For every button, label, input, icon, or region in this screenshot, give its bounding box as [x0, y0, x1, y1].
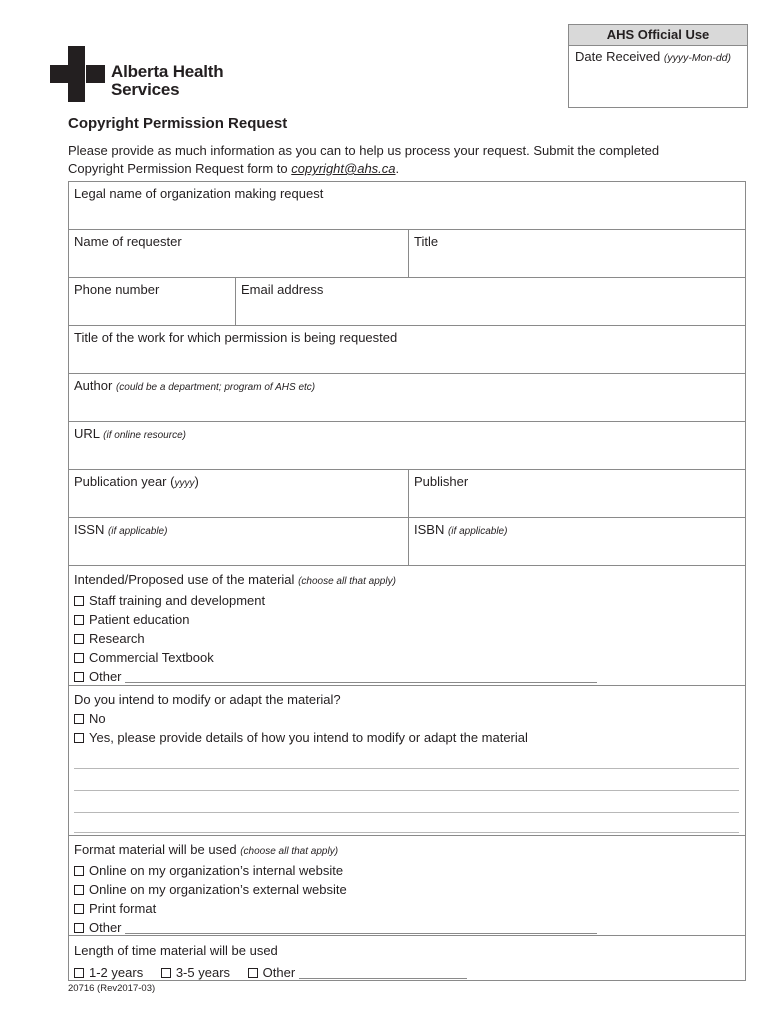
length-section: Length of time material will be used 1-2 years 3-5 years Other [69, 936, 745, 980]
issn-field[interactable]: ISSN (if applicable) [74, 522, 168, 537]
checkbox[interactable] [74, 885, 84, 895]
modify-option-yes[interactable]: Yes, please provide details of how you intend to modify or adapt the material [74, 728, 740, 747]
format-option[interactable]: Print format [74, 899, 740, 918]
checkbox[interactable] [74, 714, 84, 724]
ahs-logo [50, 46, 230, 102]
checkbox[interactable] [74, 672, 84, 682]
official-use-box [568, 24, 748, 108]
checkbox[interactable] [74, 904, 84, 914]
page-title: Copyright Permission Request [68, 115, 288, 132]
details-line[interactable] [74, 747, 739, 769]
checkbox[interactable] [74, 733, 84, 743]
checkbox[interactable] [74, 653, 84, 663]
other-input-line[interactable] [125, 933, 597, 934]
checkbox[interactable] [74, 615, 84, 625]
email-link[interactable]: copyright@ahs.ca [291, 161, 396, 176]
checkbox[interactable] [74, 596, 84, 606]
url-field[interactable]: URL (if online resource) [74, 426, 186, 441]
ahs-cross-logo-icon [50, 46, 105, 102]
length-option-3-5[interactable]: 3-5 years [161, 965, 230, 980]
checkbox[interactable] [248, 968, 258, 978]
modify-section: Do you intend to modify or adapt the material? No Yes, please provide details of how you intend to modify or adapt the material [69, 686, 745, 835]
checkbox[interactable] [74, 634, 84, 644]
checkbox[interactable] [161, 968, 171, 978]
official-use-heading: AHS Official Use [569, 25, 747, 46]
org-name-field[interactable]: Legal name of organization making request [74, 186, 324, 201]
format-option[interactable]: Online on my organization’s external website [74, 880, 740, 899]
format-section: Format material will be used (choose all that apply) Online on my organization’s internal website Online on my organization’s external website Print format Other [69, 836, 745, 935]
email-field[interactable]: Email address [235, 278, 745, 325]
intended-use-option[interactable]: Patient education [74, 610, 740, 629]
intended-use-option[interactable]: Commercial Textbook [74, 648, 740, 667]
intro-text: Please provide as much information as you can to help us process your request. Submit the completed Copyright Permission Request form to copyright@ahs.ca. [68, 143, 660, 176]
requester-field[interactable]: Name of requester [74, 234, 182, 249]
intended-use-option[interactable]: Other [74, 667, 740, 686]
date-received-label: Date Received (yyyy-Mon-dd) [575, 49, 731, 64]
checkbox[interactable] [74, 923, 84, 933]
form-number: 20716 (Rev2017-03) [68, 983, 156, 994]
other-input-line[interactable] [125, 682, 597, 683]
modify-option-no[interactable]: No [74, 709, 740, 728]
logo-wordmark: Alberta Health Services [111, 62, 224, 99]
pub-year-field[interactable]: Publication year (yyyy) [74, 474, 199, 489]
author-field[interactable]: Author (could be a department; program of AHS etc) [74, 378, 316, 393]
details-line[interactable] [74, 791, 739, 813]
work-title-field[interactable]: Title of the work for which permission is being requested [74, 330, 398, 345]
details-line[interactable] [74, 813, 739, 833]
format-option[interactable]: Other [74, 918, 740, 937]
details-line[interactable] [74, 769, 739, 791]
format-option[interactable]: Online on my organization’s internal website [74, 861, 740, 880]
length-option-other[interactable]: Other [248, 965, 467, 980]
checkbox[interactable] [74, 968, 84, 978]
phone-field[interactable]: Phone number [74, 282, 160, 297]
checkbox[interactable] [74, 866, 84, 876]
intended-use-section: Intended/Proposed use of the material (choose all that apply) Staff training and development Patient education Research Commercial Textbook Other [69, 566, 745, 685]
other-input-line[interactable] [299, 978, 467, 979]
length-option-1-2[interactable]: 1-2 years [74, 965, 143, 980]
isbn-field[interactable]: ISBN (if applicable) [408, 518, 745, 565]
title-field[interactable]: Title [408, 230, 745, 277]
intended-use-option[interactable]: Staff training and development [74, 591, 740, 610]
intended-use-option[interactable]: Research [74, 629, 740, 648]
request-form [68, 181, 746, 981]
publisher-field[interactable]: Publisher [408, 470, 745, 517]
